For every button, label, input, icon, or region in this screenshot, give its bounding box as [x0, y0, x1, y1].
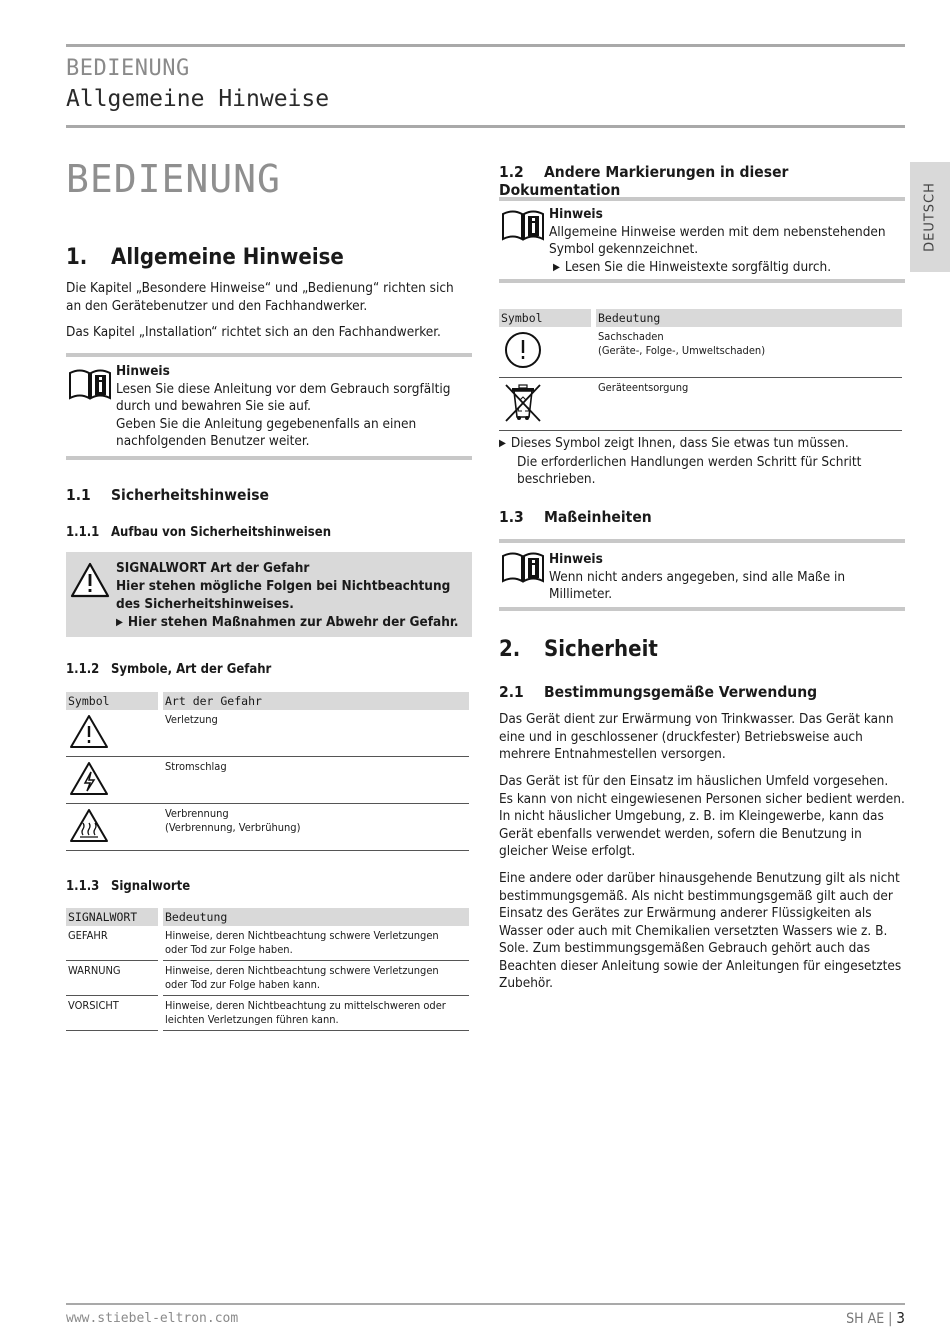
section-title: Bestimmungsgemäße Verwendung — [544, 683, 818, 701]
section-1-1-1-heading — [66, 525, 472, 540]
action-line-1: ▶ Dieses Symbol zeigt Ihnen, dass Sie etwas tun müssen. — [499, 435, 905, 454]
hazard-text-detail: (Verbrennung, Verbrühung) — [165, 821, 301, 834]
section-1-paragraph-2: Das Kapitel „Installation“ richtet sich an den Fachhandwerker. — [66, 324, 441, 340]
section-1-1-3-heading — [66, 879, 472, 894]
page-title: BEDIENUNG — [66, 157, 281, 201]
column-header-meaning: Bedeutung — [596, 309, 902, 327]
header-section: BEDIENUNG — [66, 56, 190, 81]
section-1-1-heading — [66, 486, 472, 504]
section-2-1-paragraph-3: Eine andere oder darüber hinausgehende Benutzung gilt als nicht bestimmungsgemäß. Als nicht bestimmungsgemäß gilt auch der Einsatz des Gerätes zur Erwärmung anderer Flüssigkeiten als Wasser oder auch mit Chemikalien versetzten Wassers wie z. B. Sole. Zum bestimmungsgemäßen Gebrauch gehört auch das Beachten dieser Anleitung sowie der Anleitungen für eingesetztes Zubehör. — [499, 870, 902, 991]
property-damage-icon — [501, 360, 543, 373]
header-bottom-rule — [66, 125, 905, 128]
section-1-2-heading — [499, 163, 905, 199]
meaning-line: Sachschaden — [598, 330, 664, 343]
meaning-line: Hinweise, deren Nichtbeachtung schwere Verletzungen — [165, 929, 439, 942]
section-number: 2. — [499, 637, 521, 662]
notice-box-3 — [499, 539, 905, 611]
table-row — [66, 710, 469, 757]
header-top-rule — [66, 44, 905, 47]
section-number: 2.1 — [499, 683, 524, 701]
meaning-line: oder Tod zur Folge haben. — [165, 943, 293, 956]
section-number: 1.1 — [66, 486, 91, 504]
section-title: Sicherheit — [544, 637, 658, 662]
column-header-symbol: Symbol — [66, 692, 158, 710]
info-book-icon — [68, 367, 112, 405]
notice-box-1 — [66, 353, 472, 460]
meaning-line: Hinweise, deren Nichtbeachtung schwere Verletzungen — [165, 964, 439, 977]
section-title: Allgemeine Hinweise — [111, 245, 344, 270]
table-row — [499, 378, 902, 431]
section-1-1-2-heading — [66, 662, 472, 677]
table-row — [66, 804, 469, 851]
notice-title: Hinweis — [549, 206, 603, 222]
hazard-text: Verletzung — [163, 710, 469, 757]
footer-rule — [66, 1303, 905, 1305]
signal-word-line: SIGNALWORT Art der Gefahr — [116, 560, 310, 576]
language-tab — [910, 162, 950, 272]
section-number: 1.1.1 — [66, 525, 100, 540]
section-2-1-paragraph-1: Das Gerät dient zur Erwärmung von Trinkwasser. Das Gerät kann eine und in geschlossener (druckfester) Betriebsweise auch mehrere Entnahmestellen versorgen. — [499, 711, 894, 762]
section-title: Signalworte — [111, 879, 191, 894]
section-title: Andere Markierungen in dieser Dokumentation — [499, 163, 789, 199]
website-url[interactable]: www.stiebel-eltron.com — [66, 1311, 239, 1326]
section-number: 1.1.2 — [66, 662, 100, 677]
meaning-line: Geräteentsorgung — [596, 378, 902, 431]
electric-shock-icon — [68, 786, 109, 799]
warning-icon — [70, 562, 110, 602]
page-number-value: 3 — [896, 1309, 905, 1327]
info-book-icon — [501, 208, 545, 246]
language-tab-label: DEUTSCH — [922, 182, 938, 252]
meaning-line: leichten Verletzungen führen kann. — [165, 1013, 339, 1026]
table-row — [66, 961, 469, 996]
section-2-heading — [499, 637, 905, 662]
notice-action: ▶ Lesen Sie die Hinweistexte sorgfältig durch. — [553, 259, 903, 278]
section-number: 1. — [66, 245, 88, 270]
notice-title: Hinweis — [116, 363, 170, 379]
hazard-symbol-table — [66, 692, 469, 851]
action-instruction — [499, 435, 905, 489]
column-header-symbol: Symbol — [499, 309, 591, 327]
consequence-line: Hier stehen mögliche Folgen bei Nichtbeachtung des Sicherheitshinweises. — [116, 578, 451, 612]
measure-line: ▶ Hier stehen Maßnahmen zur Abwehr der Gefahr. — [116, 613, 466, 633]
action-line-2: Die erforderlichen Handlungen werden Schritt für Schritt beschrieben. — [517, 453, 862, 487]
section-2-1-paragraph-2: Das Gerät ist für den Einsatz im häuslichen Umfeld vorgesehen. Es kann von nicht eingewiesenen Personen sicher bedient werden. In nicht häuslicher Umgebung, z. B. im Kleingewerbe, kann das Gerät ebenfalls verwendet werden, sofern die Benutzung in gleicher Weise erfolgt. — [499, 773, 905, 859]
marking-symbol-table — [499, 309, 902, 431]
section-title: Maßeinheiten — [544, 508, 652, 526]
document-code: SH AE | — [846, 1311, 893, 1327]
notice-text-1: Allgemeine Hinweise werden mit dem nebenstehenden Symbol gekennzeichnet. — [549, 223, 886, 257]
table-row — [66, 757, 469, 804]
column-header-hazard: Art der Gefahr — [163, 692, 469, 710]
section-number: 1.2 — [499, 163, 524, 181]
section-2-1-heading — [499, 683, 905, 701]
meaning-line: oder Tod zur Folge haben kann. — [165, 978, 321, 991]
disposal-icon — [501, 413, 544, 426]
hazard-text: Verbrennung — [165, 807, 229, 820]
notice-text-1: Lesen Sie diese Anleitung vor dem Gebrauch sorgfältig durch und bewahren Sie sie auf. — [116, 380, 451, 414]
section-1-3-heading — [499, 508, 905, 526]
section-number: 1.1.3 — [66, 879, 100, 894]
signal-word: WARNUNG — [66, 961, 158, 996]
section-number: 1.3 — [499, 508, 524, 526]
column-header-meaning: Bedeutung — [163, 908, 469, 926]
notice-title: Hinweis — [549, 551, 603, 567]
notice-text-1: Wenn nicht anders angegeben, sind alle Maße in Millimeter. — [549, 568, 846, 602]
info-book-icon — [501, 550, 545, 588]
table-row — [66, 926, 469, 961]
section-title: Aufbau von Sicherheitshinweisen — [111, 525, 332, 540]
burn-icon — [68, 833, 109, 846]
section-1-heading — [66, 245, 472, 270]
header-title: Allgemeine Hinweise — [66, 86, 330, 112]
hazard-text: Stromschlag — [163, 757, 469, 804]
notice-box-2 — [499, 197, 905, 283]
column-header-signal-word: SIGNALWORT — [66, 908, 158, 926]
signal-word: GEFAHR — [66, 926, 158, 961]
section-title: Symbole, Art der Gefahr — [111, 662, 272, 677]
section-1-paragraph-1: Die Kapitel „Besondere Hinweise“ und „Bedienung“ richten sich an den Gerätebenutzer und den Fachhandwerker. — [66, 280, 454, 314]
table-row — [66, 996, 469, 1031]
table-row — [499, 327, 902, 378]
warning-icon — [68, 739, 109, 752]
meaning-line: Hinweise, deren Nichtbeachtung zu mittelschweren oder — [165, 999, 446, 1012]
safety-notice-example — [66, 552, 472, 637]
notice-text-2: Geben Sie die Anleitung gegebenenfalls an einen nachfolgenden Benutzer weiter. — [116, 415, 417, 449]
signal-word: VORSICHT — [66, 996, 158, 1031]
meaning-line: (Geräte-, Folge-, Umweltschaden) — [598, 344, 766, 357]
signal-word-table — [66, 908, 469, 1031]
section-title: Sicherheitshinweise — [111, 486, 270, 504]
page-number — [846, 1309, 905, 1327]
